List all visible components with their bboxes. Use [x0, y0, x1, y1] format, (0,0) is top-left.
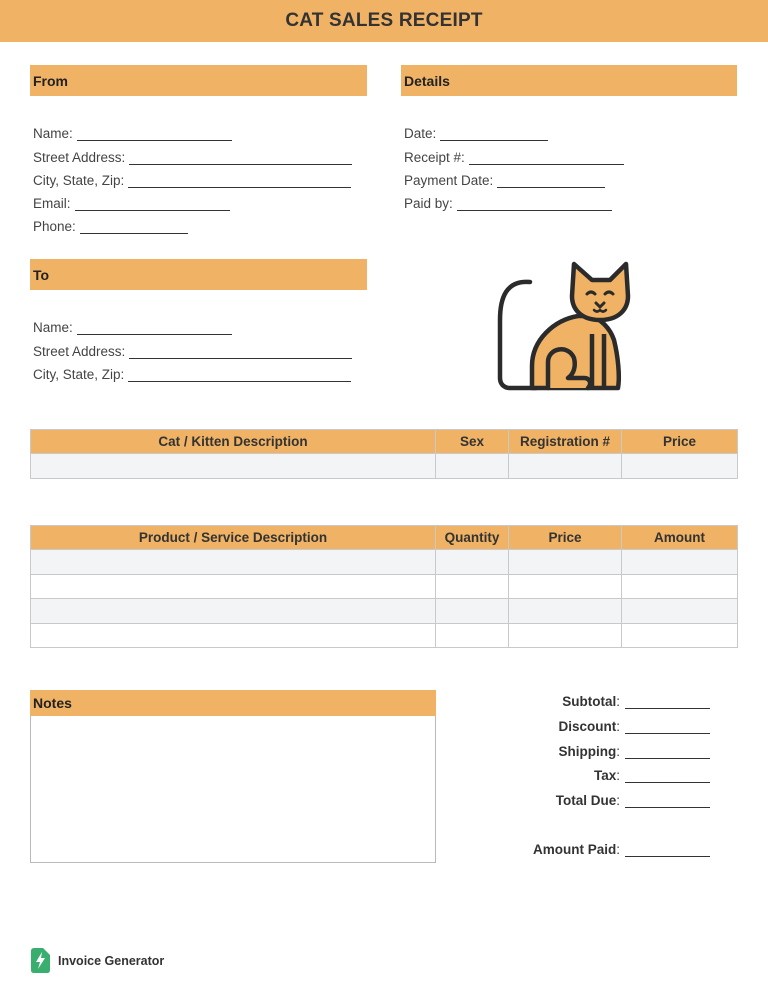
table-cell[interactable]	[436, 599, 509, 624]
from-phone-field[interactable]: Phone:	[33, 211, 352, 234]
details-header	[401, 65, 737, 96]
cat-col-description: Cat / Kitten Description	[31, 430, 436, 454]
cat-table	[30, 429, 738, 479]
product-table	[30, 525, 738, 648]
table-cell[interactable]	[622, 599, 738, 624]
total-due-label: Total Due	[555, 793, 617, 808]
product-col-amount: Amount	[622, 526, 738, 550]
tax-label: Tax	[593, 768, 617, 783]
cat-icon	[496, 258, 632, 394]
table-row	[31, 454, 738, 479]
table-cell[interactable]	[509, 623, 622, 648]
notes-header-label: Notes	[33, 695, 72, 711]
table-cell[interactable]	[436, 623, 509, 648]
to-street-field[interactable]: Street Address:	[33, 335, 352, 358]
page-title: CAT SALES RECEIPT	[285, 10, 483, 31]
table-cell[interactable]	[436, 574, 509, 599]
details-fields	[404, 118, 624, 211]
table-cell[interactable]	[31, 574, 436, 599]
product-table-header	[31, 526, 738, 550]
table-cell[interactable]	[436, 550, 509, 575]
product-col-description: Product / Service Description	[31, 526, 436, 550]
notes-border-mark	[435, 740, 436, 742]
table-cell[interactable]	[509, 550, 622, 575]
table-cell[interactable]	[622, 574, 738, 599]
amount-paid-label: Amount Paid	[532, 842, 617, 857]
from-street-field[interactable]: Street Address:	[33, 141, 352, 164]
table-cell[interactable]	[31, 599, 436, 624]
cat-table-header	[31, 430, 738, 454]
details-header-label: Details	[404, 72, 450, 89]
to-name-field[interactable]: Name:	[33, 312, 352, 335]
table-row	[31, 574, 738, 599]
details-paid-by-field[interactable]: Paid by:	[404, 188, 624, 211]
footer-brand-name: Invoice Generator	[58, 953, 165, 968]
cat-col-price: Price	[622, 430, 738, 454]
from-header	[30, 65, 367, 96]
from-email-field[interactable]: Email:	[33, 188, 352, 211]
total-due-field[interactable]: Total Due :	[556, 793, 710, 808]
from-header-label: From	[33, 72, 68, 89]
notes-textarea[interactable]	[30, 716, 436, 863]
cat-col-registration: Registration #	[509, 430, 622, 454]
from-city-field[interactable]: City, State, Zip:	[33, 165, 352, 188]
table-cell[interactable]	[509, 454, 622, 479]
table-row	[31, 599, 738, 624]
table-cell[interactable]	[509, 574, 622, 599]
product-col-price: Price	[509, 526, 622, 550]
table-cell[interactable]	[622, 623, 738, 648]
discount-label: Discount	[558, 719, 617, 734]
to-header-label: To	[33, 266, 50, 283]
to-city-field[interactable]: City, State, Zip:	[33, 359, 352, 382]
details-payment-date-field[interactable]: Payment Date:	[404, 165, 624, 188]
tax-field[interactable]: Tax :	[594, 768, 710, 783]
cat-col-sex: Sex	[436, 430, 509, 454]
to-header	[30, 259, 367, 290]
shipping-field[interactable]: Shipping :	[558, 744, 710, 759]
table-cell[interactable]	[622, 550, 738, 575]
title-bar	[0, 0, 768, 42]
details-date-field[interactable]: Date:	[404, 118, 624, 141]
product-col-quantity: Quantity	[436, 526, 509, 550]
details-receipt-field[interactable]: Receipt #:	[404, 141, 624, 164]
table-row	[31, 623, 738, 648]
to-fields	[33, 312, 352, 382]
subtotal-field[interactable]: Subtotal :	[562, 694, 710, 709]
shipping-label: Shipping	[558, 744, 617, 759]
table-row	[31, 550, 738, 575]
subtotal-label: Subtotal	[562, 694, 617, 709]
table-cell[interactable]	[31, 623, 436, 648]
table-cell[interactable]	[31, 550, 436, 575]
amount-paid-field[interactable]: Amount Paid :	[533, 842, 710, 857]
footer-brand	[31, 948, 164, 973]
table-cell[interactable]	[31, 454, 436, 479]
notes-header	[30, 690, 436, 716]
table-cell[interactable]	[509, 599, 622, 624]
from-name-field[interactable]: Name:	[33, 118, 352, 141]
lightning-bolt-icon	[31, 948, 50, 973]
from-fields	[33, 118, 352, 234]
table-cell[interactable]	[622, 454, 738, 479]
discount-field[interactable]: Discount :	[558, 719, 710, 734]
table-cell[interactable]	[436, 454, 509, 479]
